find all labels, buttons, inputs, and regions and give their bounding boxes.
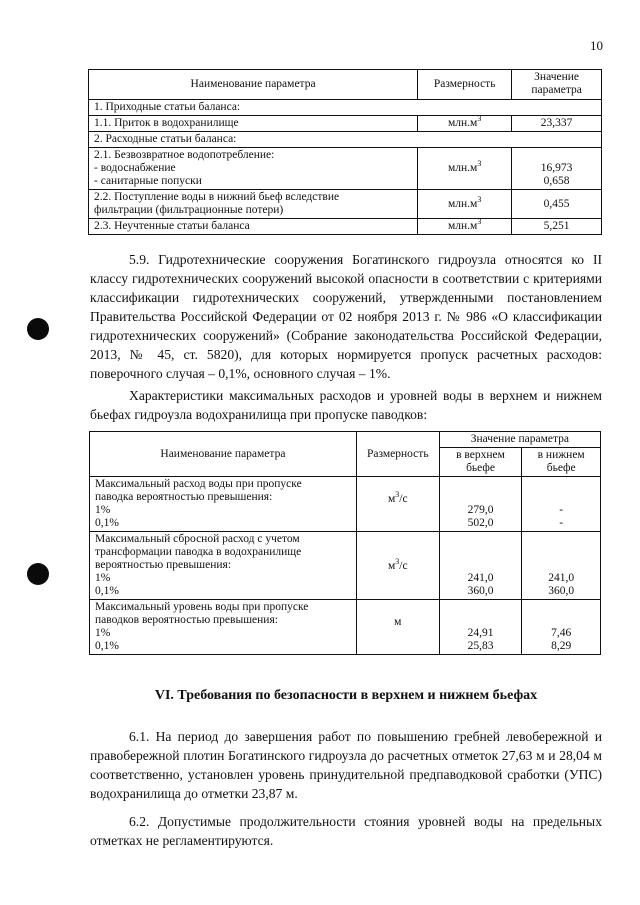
water-balance-table bbox=[88, 69, 602, 235]
paragraph-characteristics: Характеристики максимальных расходов и уровней воды в верхнем и нижнем бьефах гидроузла водохранилища при пропуске паводков: bbox=[90, 388, 602, 422]
paragraph-6-1: 6.1. На период до завершения работ по повышению гребней левобережной и правобережной плотин Богатинского гидроузла до расчетных отметок 27,63 м и 28,04 м соответственно, установлен уровень принудительной предпаводковой сработки (УПС) водохранилища до отметки 23,87 м. bbox=[90, 729, 602, 801]
table-row: Максимальный уровень воды при пропуске паводков вероятностью превышения: 1% 0,1% м 24,91 25,83 7,46 8,29 bbox=[90, 600, 601, 655]
table-row: Максимальный расход воды при пропуске паводка вероятностью превышения: 1% 0,1% $м^3/с$ 279,0 502,0 - - bbox=[90, 477, 601, 532]
table-row: 2.3. Неучтенные статьи баланса $млн.м^3$ 5,251 bbox=[89, 219, 602, 235]
header-name: Наименование параметра bbox=[90, 432, 357, 477]
paragraph-6-2: 6.2. Допустимые продолжительности стояния уровней воды на предельных отметках не регламентируются. bbox=[90, 814, 602, 848]
table-row: Максимальный сбросной расход с учетом трансформации паводка в водохранилище вероятностью превышения: 1% 0,1% $м^3/с$ 241,0 360,0 241,0 360,0 bbox=[90, 532, 601, 600]
table-row: 2.1. Безвозвратное водопотребление: - водоснабжение - санитарные попуски $млн.м^3$ 16,973 0,658 bbox=[89, 148, 602, 190]
header-value: Значение параметра bbox=[439, 432, 600, 448]
header-upper: в верхнем бьефе bbox=[439, 448, 522, 477]
header-name: Наименование параметра bbox=[89, 70, 418, 100]
page-number: 10 bbox=[590, 38, 603, 53]
flood-characteristics-table bbox=[89, 431, 601, 655]
table-row: 2. Расходные статьи баланса: bbox=[89, 132, 602, 148]
paragraph-5-9: 5.9. Гидротехнические сооружения Богатинского гидроузла относятся ко II классу гидротехнических сооружений высокой опасности в соответствии с критериями классификации гидротехнических сооружений, утвержденными постановлением Правительства Российской Федерации от 02 ноября 2013 г. № 986 «О классификации гидротехнических сооружений» (Собрание законодательства Российской Федерации, 2013, № 45, ст. 5820), для которых нормируется пропуск расчетных расходов: поверочного случая – 0,1%, основного случая – 1%. bbox=[90, 252, 602, 381]
header-value: Значение параметра bbox=[512, 70, 602, 100]
header-lower: в нижнем бьефе bbox=[522, 448, 601, 477]
table-row: 1. Приходные статьи баланса: bbox=[89, 100, 602, 116]
punch-hole bbox=[27, 318, 49, 340]
header-unit: Размерность bbox=[356, 432, 439, 477]
punch-hole bbox=[27, 563, 49, 585]
section-title: VI. Требования по безопасности в верхнем и нижнем бьефах bbox=[154, 688, 538, 703]
table-row: 2.2. Поступление воды в нижний бьеф вследствие фильтрации (фильтрационные потери) $млн.м^3$ 0,455 bbox=[89, 190, 602, 219]
header-unit: Размерность bbox=[418, 70, 512, 100]
table-row: 1.1. Приток в водохранилище $млн.м^3$ 23,337 bbox=[89, 116, 602, 132]
